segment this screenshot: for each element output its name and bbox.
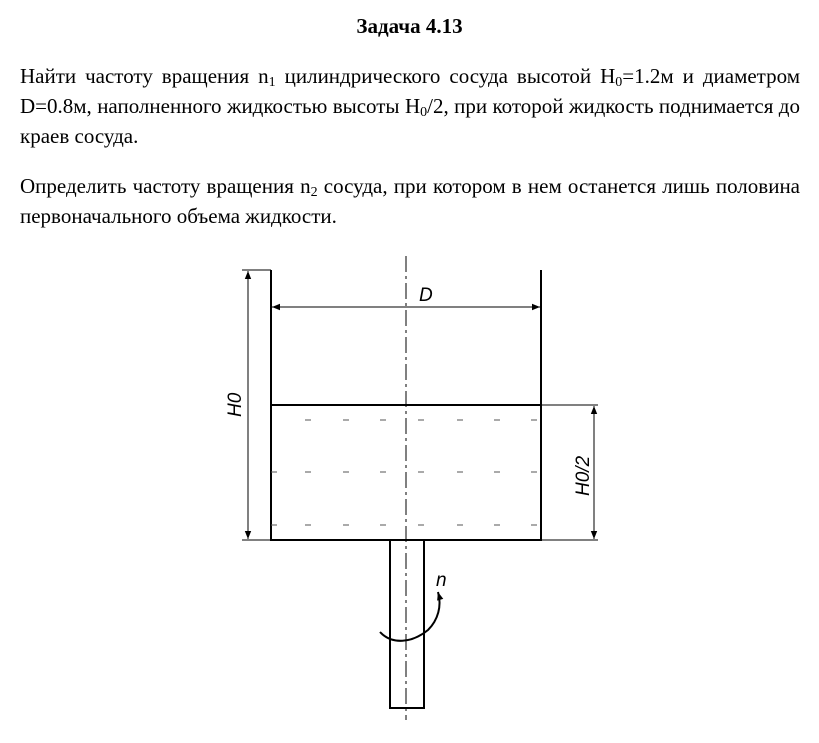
problem-title: Задача 4.13 — [356, 14, 463, 38]
label-h0-half: H0/2 — [573, 455, 594, 496]
label-d: D — [419, 285, 433, 306]
rotation-arrow — [380, 592, 440, 641]
label-n: n — [436, 570, 447, 591]
shaft — [389, 540, 425, 709]
liquid-hatch — [271, 420, 537, 525]
h0-dimension — [242, 270, 271, 540]
label-h0: H0 — [225, 392, 246, 417]
problem-paragraph-1: Найти частоту вращения $n_1$ цилиндрического сосуда высотой $H_0=1.2м$ и диаметром D=0.8м, наполненного жидкостью высоты $H_0/2$, при которой жидкость поднимается до краев сосуда. — [20, 64, 800, 148]
problem-paragraph-2: Определить частоту вращения $n_2$ сосуда, при котором в нем останется лишь половина первоначального объема жидкости. — [20, 174, 801, 228]
